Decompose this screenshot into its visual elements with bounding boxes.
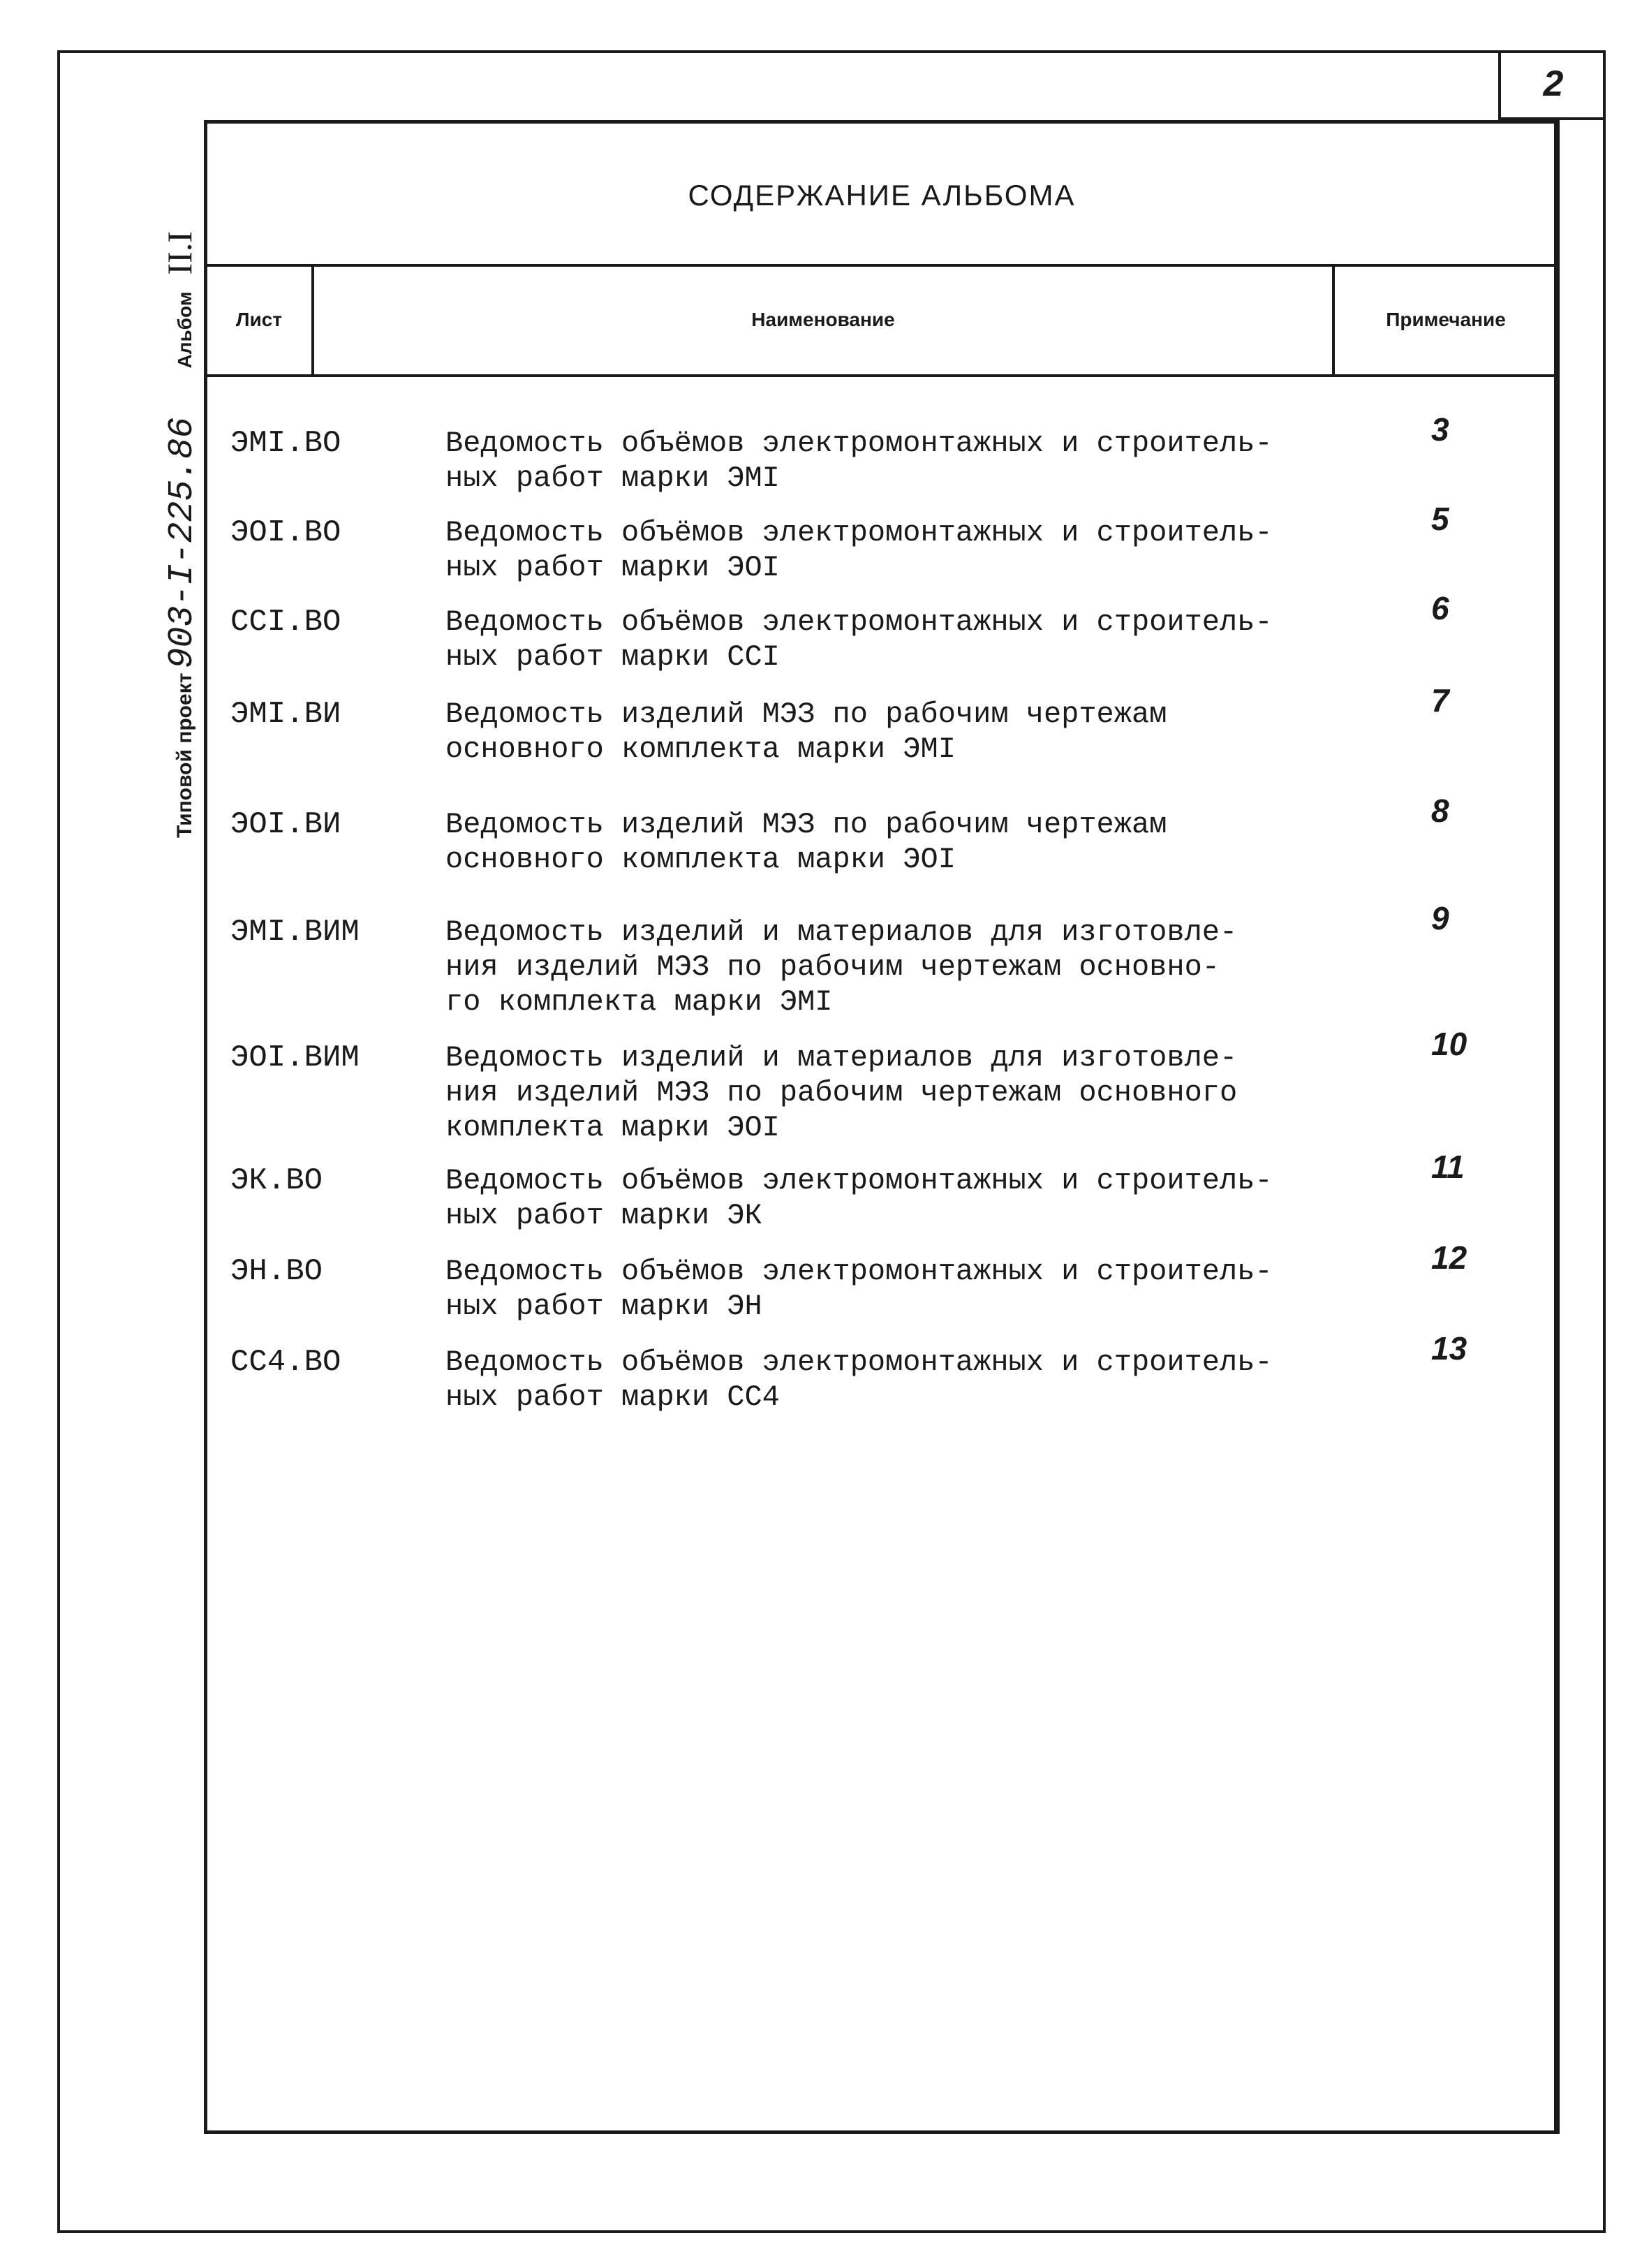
sheet-description: Ведомость изделий МЭЗ по рабочим чертежам основного комплекта марки ЭОI	[445, 808, 1167, 876]
sheet-code: СС4.ВО	[230, 1345, 341, 1380]
sheet-code: ЭМI.ВИ	[230, 697, 341, 732]
sheet-code: ЭМI.ВИМ	[230, 915, 360, 950]
header-top-rule	[204, 264, 1560, 267]
column-header-note: Примечание	[1386, 309, 1506, 330]
sheet-note: 9	[1431, 900, 1449, 936]
sheet-note: 12	[1431, 1239, 1467, 1276]
sheet-description: Ведомость объёмов электромонтажных и строитель- ных работ марки ЭОI	[445, 516, 1273, 584]
sheet-note: 7	[1431, 682, 1449, 719]
sheet-code: ЭОI.ВИ	[230, 807, 341, 842]
sheet-code: ЭОI.ВО	[230, 515, 341, 550]
side-stamp-label: Типовой проект	[173, 672, 196, 838]
sheet-description: Ведомость объёмов электромонтажных и строитель- ных работ марки ЭМI	[445, 427, 1273, 495]
column-header-sheet: Лист	[235, 309, 283, 330]
frame-shadow	[1554, 120, 1560, 2134]
page-title: СОДЕРЖАНИЕ АЛЬБОМА	[688, 179, 1076, 212]
side-stamp	[159, 231, 202, 838]
sheet-description: Ведомость объёмов электромонтажных и строитель- ных работ марки ССI	[445, 605, 1273, 674]
sheet-note: 10	[1431, 1026, 1467, 1062]
sheet-code: ЭН.ВО	[230, 1254, 323, 1289]
sheet-description: Ведомость изделий МЭЗ по рабочим чертежам основного комплекта марки ЭМI	[445, 698, 1167, 766]
sheet-description: Ведомость объёмов электромонтажных и строитель- ных работ марки СС4	[445, 1346, 1273, 1414]
sheet-note: 5	[1431, 501, 1449, 537]
side-stamp-album-label: Альбом	[174, 291, 195, 369]
side-stamp-album-volume: II.I	[160, 231, 199, 275]
sheet-code: ССI.ВО	[230, 605, 341, 640]
sheet-note: 11	[1431, 1149, 1465, 1185]
sheet-note: 3	[1431, 411, 1449, 448]
side-stamp-code: 903-I-225.86	[163, 417, 202, 669]
sheet-code: ЭМI.ВО	[230, 426, 341, 461]
sheet-note: 6	[1431, 590, 1449, 626]
page-number: 2	[1498, 50, 1606, 120]
column-header-name: Наименование	[751, 309, 895, 330]
sheet-description: Ведомость объёмов электромонтажных и строитель- ных работ марки ЭН	[445, 1255, 1273, 1323]
sheet-description: Ведомость изделий и материалов для изготовле- ния изделий МЭЗ по рабочим чертежам основно- го комплекта марки ЭМI	[445, 915, 1238, 1019]
sheet-description: Ведомость объёмов электромонтажных и строитель- ных работ марки ЭК	[445, 1164, 1273, 1232]
sheet-description: Ведомость изделий и материалов для изготовле- ния изделий МЭЗ по рабочим чертежам основного комплекта марки ЭОI	[445, 1041, 1238, 1144]
sheet-code: ЭОI.ВИМ	[230, 1040, 360, 1075]
sheet-code: ЭК.ВО	[230, 1163, 323, 1198]
sheet-note: 8	[1431, 793, 1449, 829]
header-bottom-rule	[204, 374, 1560, 377]
sheet-note: 13	[1431, 1330, 1467, 1367]
